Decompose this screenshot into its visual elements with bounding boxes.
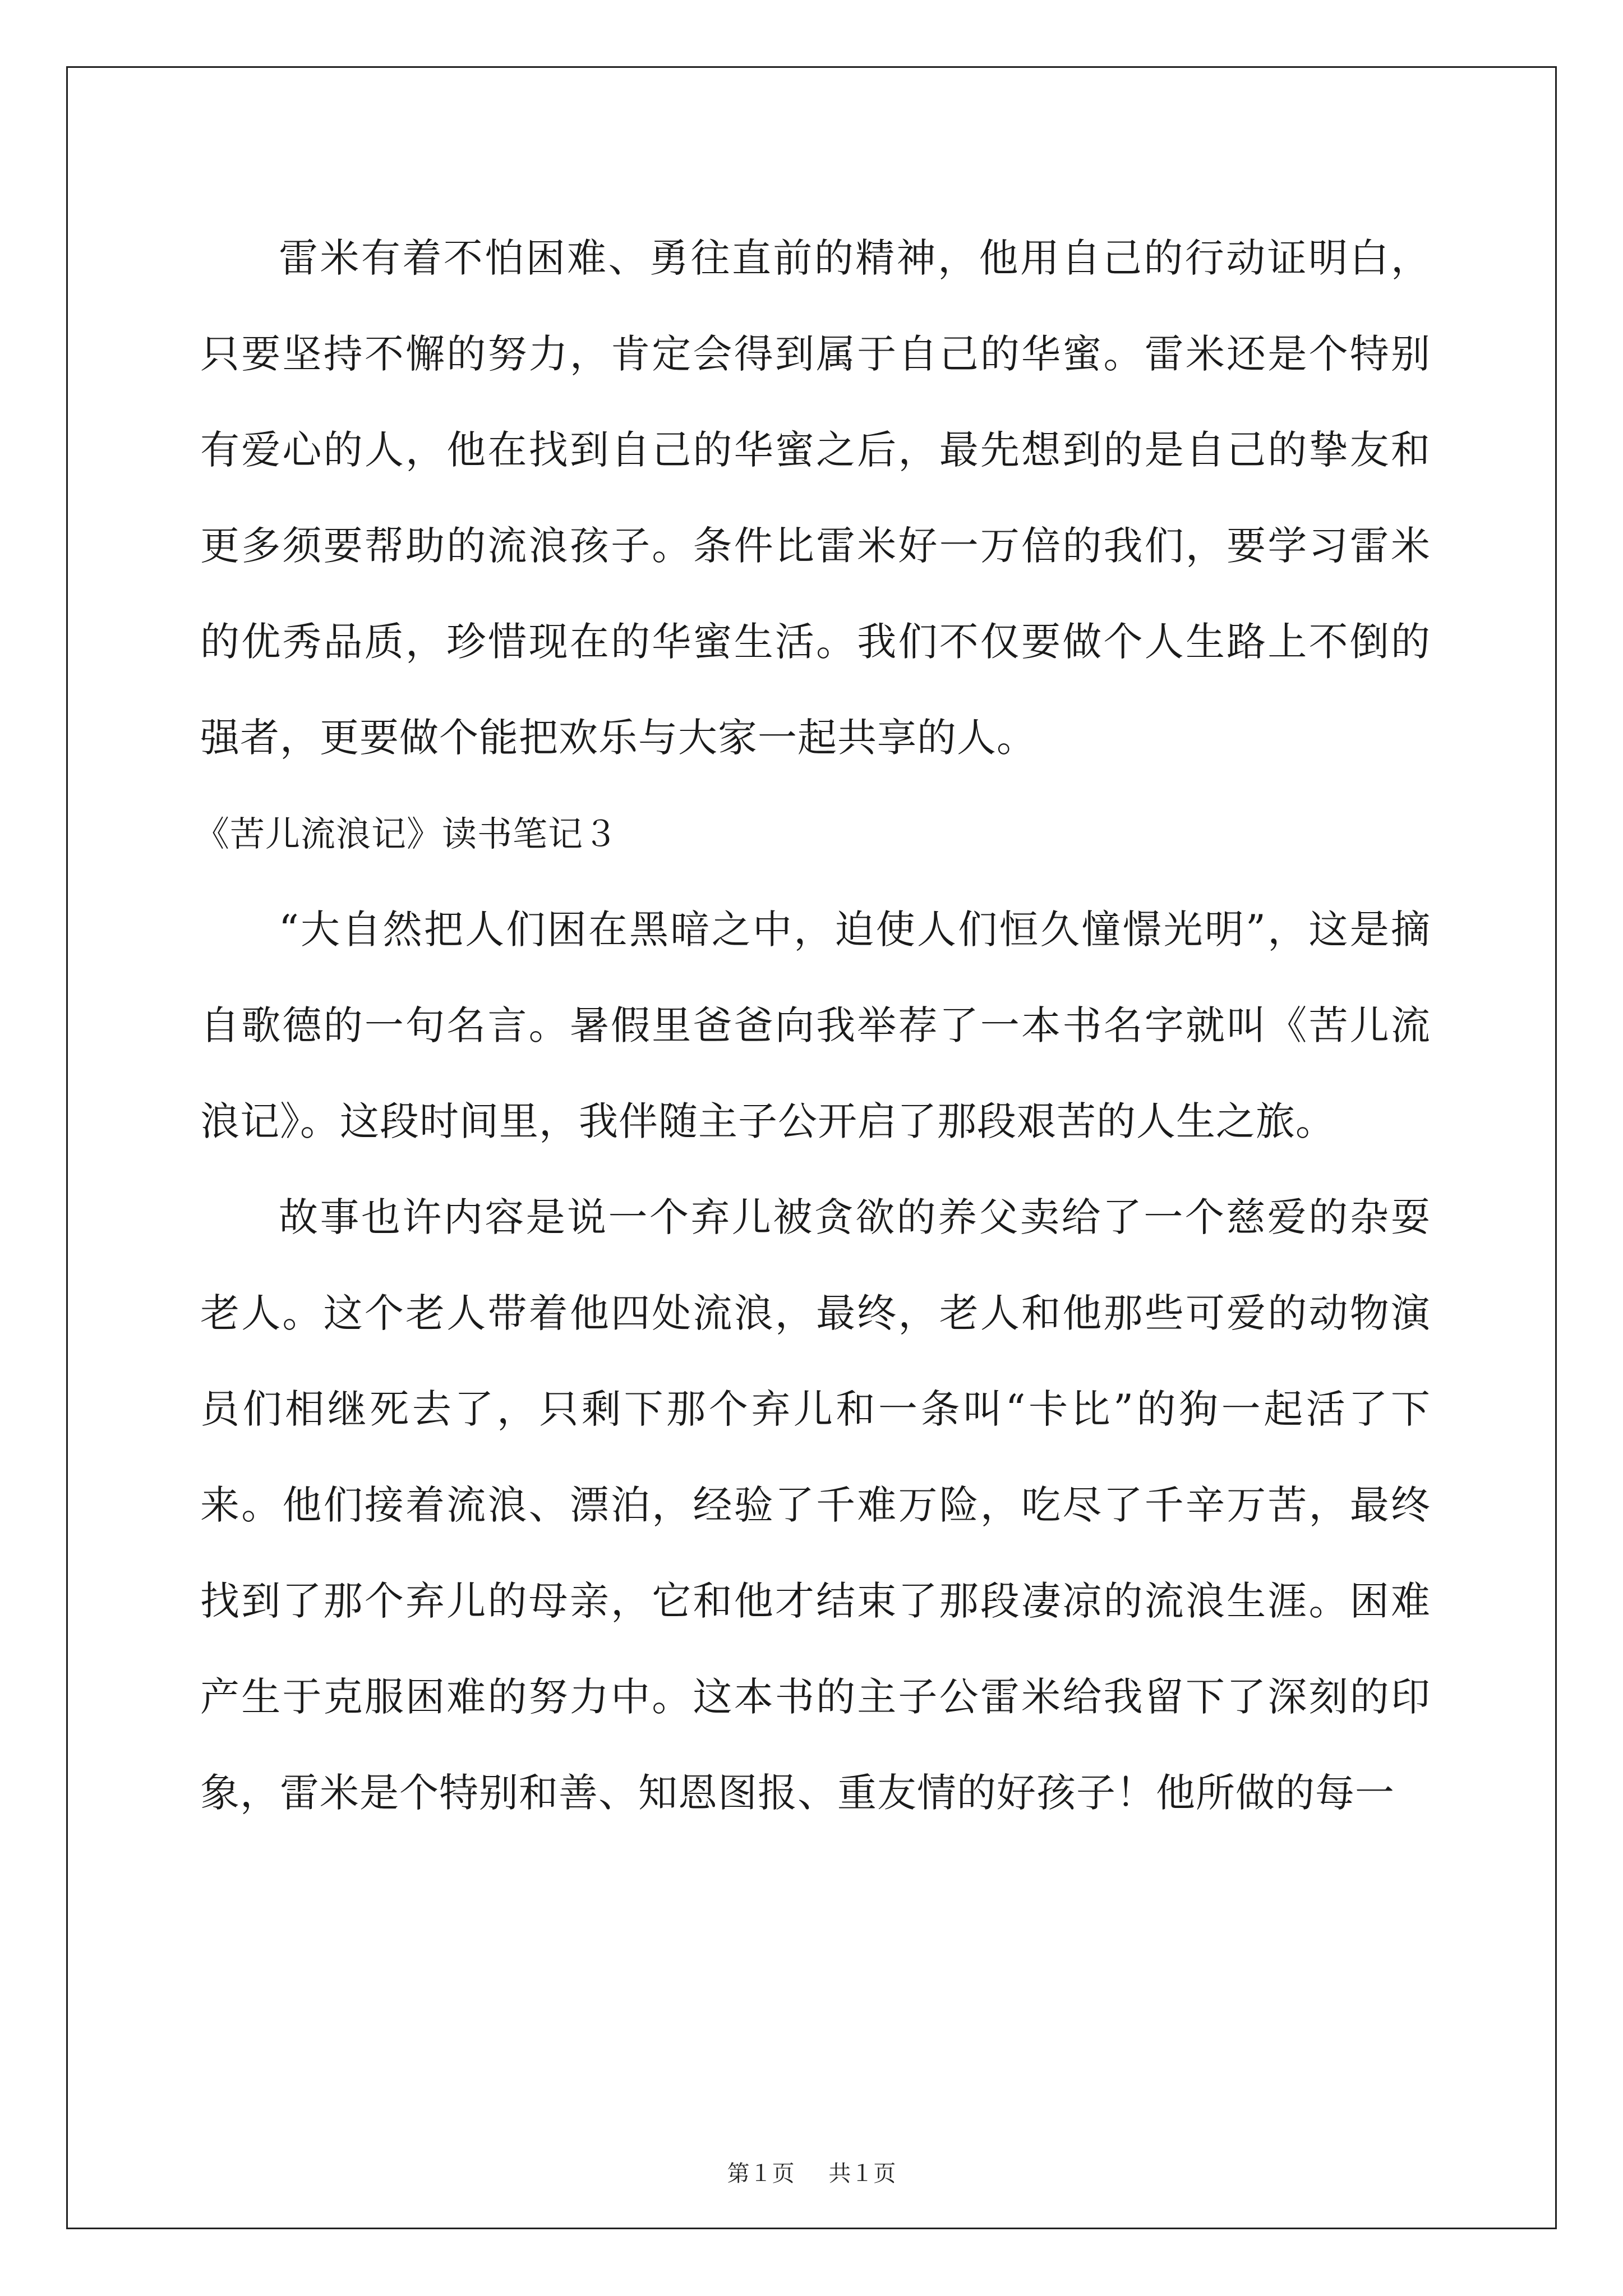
page-footer	[0, 2157, 1623, 2191]
page-number-current: 第１页	[727, 2161, 795, 2187]
body-paragraph: 故事也许内容是说一个弃儿被贪欲的养父卖给了一个慈爱的杂耍老人。这个老人带着他四处流浪，最终，老人和他那些可爱的动物演员们相继死去了，只剩下那个弃儿和一条叫“卡比”的狗一起活了下来。他们接着流浪、漂泊，经验了千难万险，吃尽了千辛万苦，最终找到了那个弃儿的母亲，它和他才结束了那段凄凉的流浪生涯。困难产生于克服困难的努力中。这本书的主子公雷米给我留下了深刻的印象，雷米是个特别和善、知恩图报、重友情的好孩子！他所做的每一	[200, 1194, 1431, 1816]
document-body	[195, 210, 1431, 1841]
body-paragraph: “大自然把人们困在黑暗之中，迫使人们恒久憧憬光明”，这是摘自歌德的一句名言。暑假里爸爸向我举荐了一本书名字就叫《苦儿流浪记》。这段时间里，我伴随主子公开启了那段艰苦的人生之旅。	[200, 907, 1431, 1144]
body-paragraph: 雷米有着不怕困难、勇往直前的精神，他用自己的行动证明白，只要坚持不懈的努力，肯定会得到属于自己的华蜜。雷米还是个特别有爱心的人，他在找到自己的华蜜之后，最先想到的是自己的挚友和更多须要帮助的流浪孩子。条件比雷米好一万倍的我们，要学习雷米的优秀品质，珍惜现在的华蜜生活。我们不仅要做个人生路上不倒的强者，更要做个能把欢乐与大家一起共享的人。	[200, 235, 1431, 761]
page-number-total: 共１页	[828, 2161, 896, 2187]
section-heading: 《苦儿流浪记》读书笔记３	[195, 813, 619, 854]
